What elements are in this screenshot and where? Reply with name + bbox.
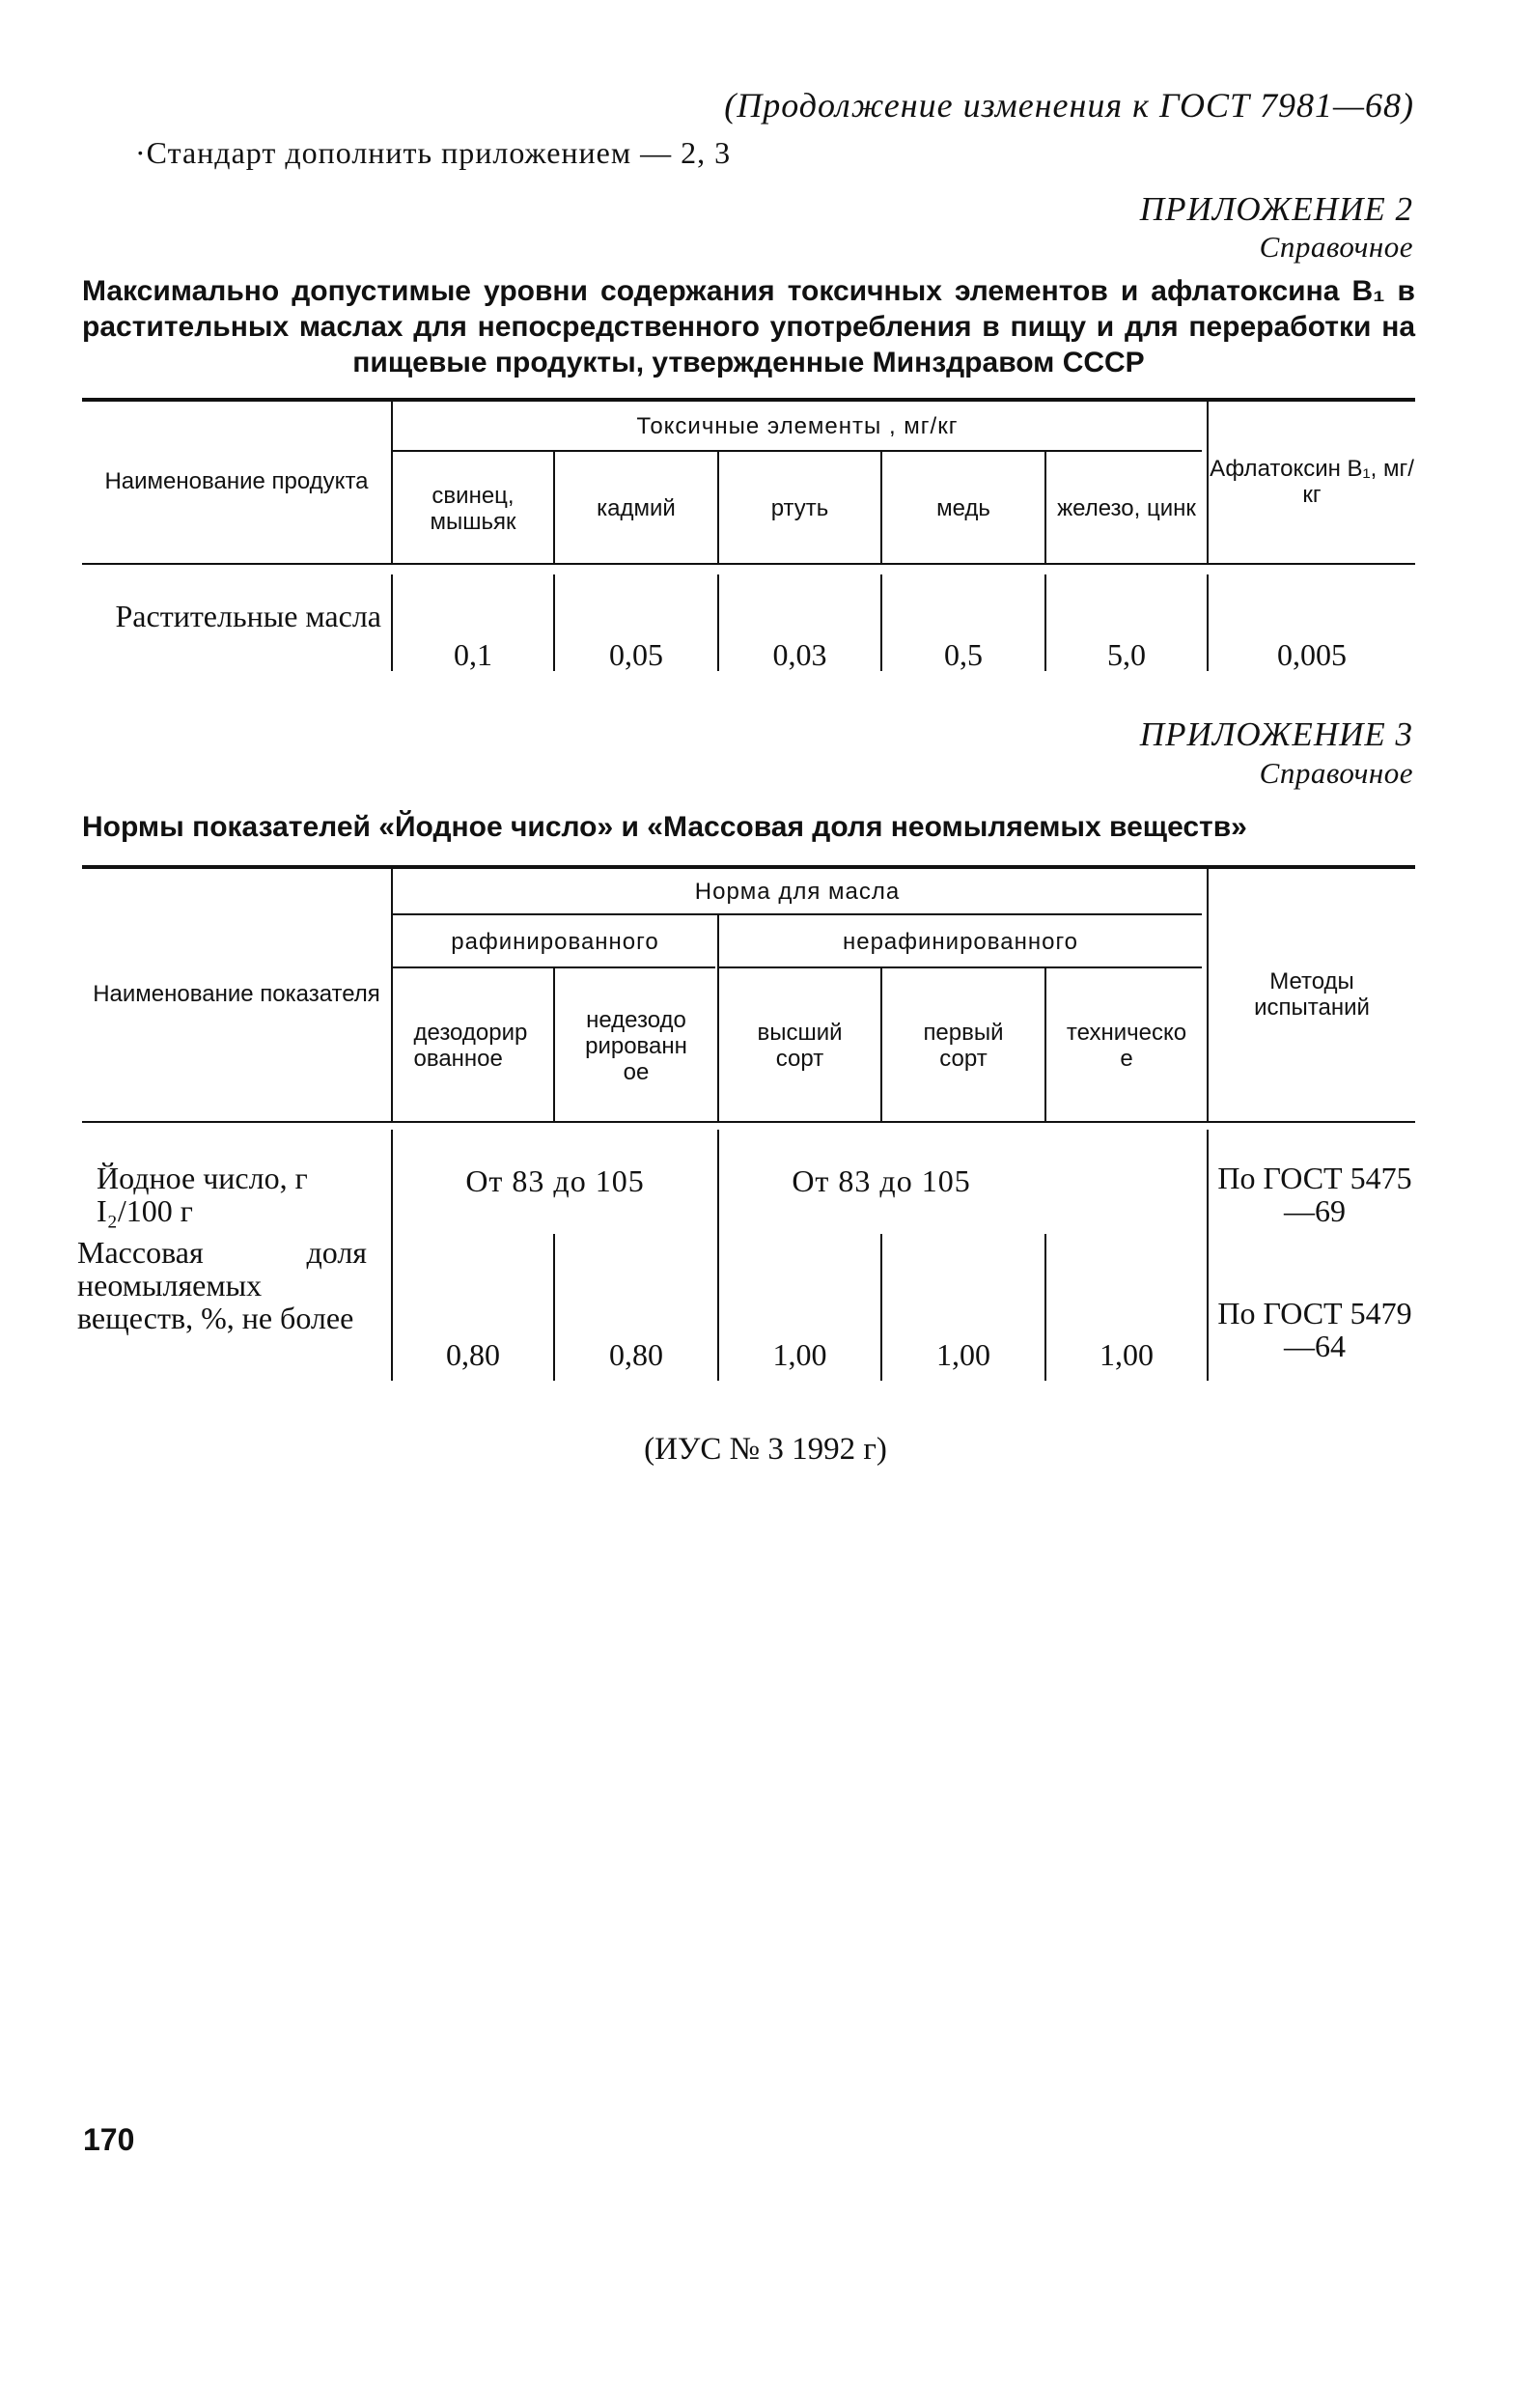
- header-copper: медь: [936, 495, 990, 521]
- unsaponifiables-deodorized: 0,80: [446, 1337, 500, 1372]
- header-refined: рафинированного: [451, 929, 659, 955]
- iodine-unrefined-norm: От 83 до 105: [792, 1163, 971, 1198]
- value-aflatoxin: 0,005: [1277, 637, 1347, 672]
- page-number: 170: [83, 2122, 135, 2157]
- row-vegetable-oils: Растительные масла: [115, 599, 381, 633]
- header-deodorized: [395, 970, 553, 1121]
- value-lead-arsenic: 0,1: [454, 637, 492, 672]
- unsaponifiables-test-method: По ГОСТ 5479—64: [1217, 1296, 1412, 1363]
- continuation-note: (Продолжение изменения к ГОСТ 7981—68): [724, 86, 1414, 125]
- header-undeodorized-label: недезодорированное: [585, 1006, 687, 1085]
- header-technical-label: техническое: [1066, 1020, 1187, 1072]
- header-technical: [1046, 970, 1207, 1121]
- header-product: Наименование продукта: [104, 468, 369, 494]
- value-copper: 0,5: [944, 637, 983, 672]
- amendment-note: ·Стандарт дополнить приложением — 2, 3: [135, 135, 732, 170]
- header-aflatoxin: Афлатоксин B₁, мг/кг: [1210, 455, 1414, 508]
- row-iodine-value: Йодное число, г I₂/100 г: [97, 1161, 308, 1228]
- unsaponifiables-undeodorized: 0,80: [609, 1337, 663, 1372]
- appendix3-subheading: Справочное: [1259, 756, 1413, 790]
- header-undeodorized: [555, 970, 717, 1121]
- ius-reference: (ИУС № 3 1992 г): [644, 1432, 887, 1467]
- iodine-test-method: По ГОСТ 5475—69: [1217, 1161, 1412, 1228]
- header-norm: Норма для масла: [694, 878, 901, 905]
- header-indicator: Наименование показателя: [93, 981, 380, 1007]
- header-unrefined: нерафинированного: [842, 929, 1079, 955]
- appendix2-subheading: Справочное: [1259, 230, 1413, 264]
- value-iron-zinc: 5,0: [1107, 637, 1146, 672]
- table-rule-header: [82, 563, 1415, 565]
- value-mercury: 0,03: [772, 637, 827, 672]
- row-unsaponifiables: Массовая доля неомыляемых веществ, %, не более: [77, 1235, 367, 1335]
- table-rule-subgroup: [719, 966, 1202, 968]
- table-rule-v: [1207, 1130, 1209, 1381]
- unsaponifiables-technical: 1,00: [1100, 1337, 1154, 1372]
- header-toxic-elements: Токсичные элементы , мг/кг: [636, 412, 959, 439]
- header-premium-grade-label: высший сорт: [757, 1020, 843, 1072]
- iodine-refined-norm: От 83 до 105: [465, 1163, 645, 1198]
- header-deodorized-label: дезодорированное: [413, 1020, 528, 1072]
- header-mercury: ртуть: [770, 495, 829, 521]
- header-cadmium: кадмий: [597, 495, 676, 521]
- appendix3-heading: ПРИЛОЖЕНИЕ 3: [1139, 715, 1413, 753]
- table-rule-group: [391, 913, 1202, 915]
- table-rule-header: [82, 1121, 1415, 1123]
- value-cadmium: 0,05: [609, 637, 663, 672]
- header-first-grade: [882, 970, 1044, 1121]
- unsaponifiables-first: 1,00: [936, 1337, 990, 1372]
- header-first-grade-label: первый сорт: [923, 1020, 1004, 1072]
- header-test-methods-label: Методы испытаний: [1254, 967, 1370, 1021]
- header-test-methods: [1209, 869, 1415, 1119]
- header-lead-arsenic: свинец, мышьяк: [430, 482, 516, 535]
- header-iron-zinc: железо, цинк: [1057, 495, 1196, 521]
- header-premium-grade: [719, 970, 880, 1121]
- appendix2-title: Максимально допустимые уровни содержания токсичных элементов и афлатоксина B₁ в растительных маслах для непосредственного употребления в пищу и для переработки на пищевые продукты, утвержденные Минздравом СССР: [82, 275, 1415, 378]
- table-rule-group: [391, 450, 1202, 452]
- unsaponifiables-premium: 1,00: [772, 1337, 827, 1372]
- appendix2-heading: ПРИЛОЖЕНИЕ 2: [1139, 190, 1413, 228]
- appendix3-title: Нормы показателей «Йодное число» и «Массовая доля неомыляемых веществ»: [82, 811, 1247, 843]
